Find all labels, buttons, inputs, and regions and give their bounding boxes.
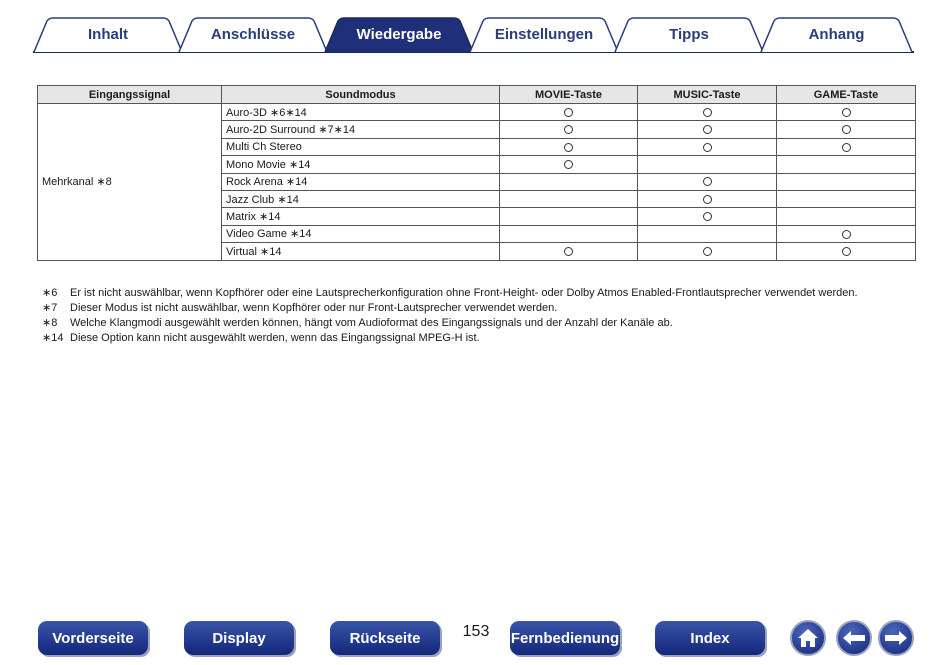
- tab-label: Anhang: [808, 25, 865, 43]
- available-circle-icon: [703, 125, 712, 134]
- footnote: [42, 301, 858, 316]
- movie-cell: [500, 173, 638, 190]
- game-cell: [777, 243, 916, 260]
- available-circle-icon: [842, 143, 851, 152]
- footnote-key: ∗14: [42, 332, 64, 344]
- game-cell: [777, 138, 916, 155]
- table-header-row: [38, 86, 916, 104]
- tab-einstellungen[interactable]: [469, 17, 619, 51]
- footnote-text: Diese Option kann nicht ausgewählt werden, wenn das Eingangssignal MPEG-H ist.: [70, 332, 480, 344]
- sound-mode-cell: Jazz Club ∗14: [222, 190, 500, 207]
- movie-cell: [500, 121, 638, 138]
- display-button[interactable]: Display: [184, 621, 294, 655]
- available-circle-icon: [703, 143, 712, 152]
- game-cell: [777, 156, 916, 173]
- sound-mode-cell: Rock Arena ∗14: [222, 173, 500, 190]
- sound-mode-cell: Matrix ∗14: [222, 208, 500, 225]
- available-circle-icon: [842, 108, 851, 117]
- tab-anhang[interactable]: [760, 17, 913, 51]
- header-soundmodus: Soundmodus: [222, 86, 500, 104]
- game-cell: [777, 173, 916, 190]
- tab-label: Inhalt: [88, 25, 128, 43]
- music-cell: [638, 208, 777, 225]
- available-circle-icon: [842, 247, 851, 256]
- available-circle-icon: [703, 108, 712, 117]
- music-cell: [638, 225, 777, 242]
- sound-mode-table: [37, 85, 916, 261]
- sound-mode-cell: Virtual ∗14: [222, 243, 500, 260]
- header-eingangssignal: Eingangssignal: [38, 86, 222, 104]
- tab-inhalt[interactable]: [33, 17, 183, 51]
- movie-cell: [500, 104, 638, 121]
- movie-cell: [500, 243, 638, 260]
- music-cell: [638, 190, 777, 207]
- footnotes: [42, 286, 858, 346]
- available-circle-icon: [564, 247, 573, 256]
- music-cell: [638, 138, 777, 155]
- music-cell: [638, 156, 777, 173]
- tab-label: Tipps: [669, 25, 709, 43]
- signal-cell: Mehrkanal ∗8: [38, 104, 222, 261]
- vorderseite-button[interactable]: Vorderseite: [38, 621, 148, 655]
- tab-wiedergabe[interactable]: [324, 17, 474, 51]
- available-circle-icon: [564, 143, 573, 152]
- fernbedienung-button[interactable]: Fernbedienung: [510, 621, 620, 655]
- music-cell: [638, 104, 777, 121]
- available-circle-icon: [703, 177, 712, 186]
- available-circle-icon: [703, 247, 712, 256]
- sound-mode-cell: Mono Movie ∗14: [222, 156, 500, 173]
- footnote: [42, 331, 858, 346]
- game-cell: [777, 190, 916, 207]
- movie-cell: [500, 208, 638, 225]
- footnote-key: ∗7: [42, 302, 58, 314]
- rueckseite-button[interactable]: Rückseite: [330, 621, 440, 655]
- back-button[interactable]: [836, 620, 872, 656]
- footnote-key: ∗8: [42, 317, 58, 329]
- sound-mode-cell: Video Game ∗14: [222, 225, 500, 242]
- available-circle-icon: [842, 230, 851, 239]
- tab-tipps[interactable]: [614, 17, 764, 51]
- footnote-text: Er ist nicht auswählbar, wenn Kopfhörer oder eine Lautsprecherkonfiguration ohne Front-Height- oder Dolby Atmos Enabled-Frontlautsprecher verwendet werden.: [70, 287, 858, 299]
- tab-label: Anschlüsse: [210, 25, 296, 43]
- movie-cell: [500, 156, 638, 173]
- available-circle-icon: [564, 125, 573, 134]
- header-game: GAME-Taste: [777, 86, 916, 104]
- tab-label: Wiedergabe: [356, 25, 442, 43]
- available-circle-icon: [564, 160, 573, 169]
- footnote-text: Welche Klangmodi ausgewählt werden können, hängt vom Audioformat des Eingangssignals und der Anzahl der Kanäle ab.: [70, 317, 673, 329]
- available-circle-icon: [564, 108, 573, 117]
- header-movie: MOVIE-Taste: [500, 86, 638, 104]
- home-button[interactable]: [790, 620, 826, 656]
- game-cell: [777, 225, 916, 242]
- music-cell: [638, 173, 777, 190]
- available-circle-icon: [703, 195, 712, 204]
- available-circle-icon: [842, 125, 851, 134]
- movie-cell: [500, 138, 638, 155]
- footnote-text: Dieser Modus ist nicht auswählbar, wenn Kopfhörer oder nur Front-Lautsprecher verwendet werden.: [70, 302, 558, 314]
- sound-mode-cell: Auro-2D Surround ∗7∗14: [222, 121, 500, 138]
- footnote: [42, 316, 858, 331]
- sound-mode-cell: Multi Ch Stereo: [222, 138, 500, 155]
- game-cell: [777, 208, 916, 225]
- game-cell: [777, 104, 916, 121]
- music-cell: [638, 243, 777, 260]
- tab-anschluesse[interactable]: [178, 17, 328, 51]
- movie-cell: [500, 190, 638, 207]
- table-body: [38, 104, 916, 261]
- page-number: 153: [462, 623, 490, 640]
- arrow-right-icon: [883, 629, 909, 647]
- arrow-left-icon: [841, 629, 867, 647]
- footnote-key: ∗6: [42, 287, 58, 299]
- movie-cell: [500, 225, 638, 242]
- sound-mode-cell: Auro-3D ∗6∗14: [222, 104, 500, 121]
- tab-label: Einstellungen: [494, 25, 594, 43]
- header-music: MUSIC-Taste: [638, 86, 777, 104]
- forward-button[interactable]: [878, 620, 914, 656]
- music-cell: [638, 121, 777, 138]
- home-icon: [796, 627, 820, 649]
- available-circle-icon: [703, 212, 712, 221]
- table-row: [38, 104, 916, 121]
- footnote: [42, 286, 858, 301]
- index-button[interactable]: Index: [655, 621, 765, 655]
- game-cell: [777, 121, 916, 138]
